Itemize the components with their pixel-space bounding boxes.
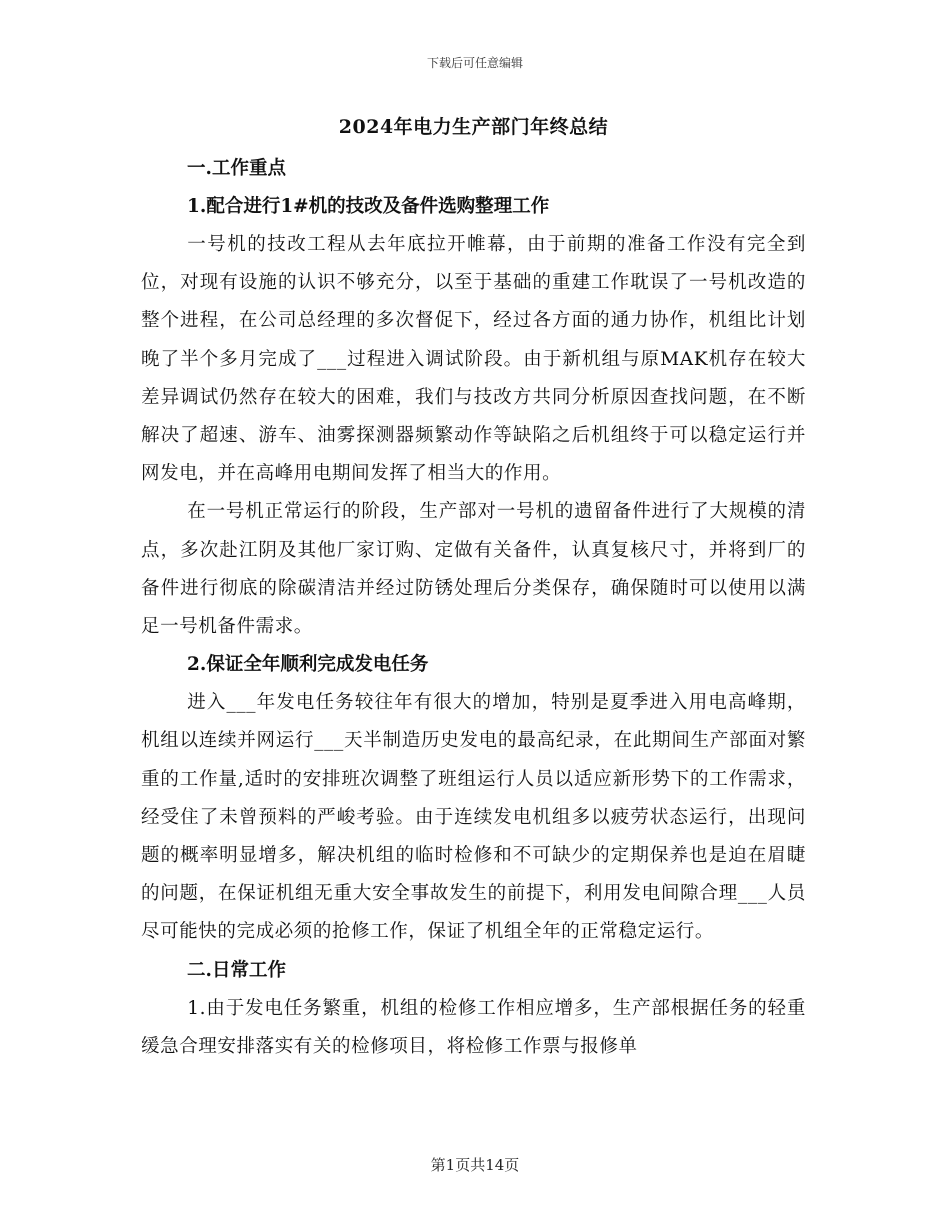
section-heading-daily-work: 二.日常工作	[187, 959, 286, 981]
subsection-heading-2: 2.保证全年顺利完成发电任务	[187, 654, 429, 676]
page-number-footer: 第1页共14页	[430, 1156, 520, 1174]
section-heading-work-focus: 一.工作重点	[187, 158, 286, 179]
paragraph-2: 在一号机正常运行的阶段，生产部对一号机的遗留备件进行了大规模的清点，多次赴江阴及其他厂家订购、定做有关备件，认真复核尺寸，并将到厂的备件进行彻底的除碳清洁并经过防锈处理后分类保存，确保随时可以使用以满足一号机备件需求。	[141, 501, 806, 638]
subsection-heading-1: 1.配合进行1#机的技改及备件选购整理工作	[187, 196, 550, 217]
header-note: 下载后可任意编辑	[426, 56, 523, 70]
paragraph-3: 进入___年发电任务较往年有很大的增加，特别是夏季进入用电高峰期，机组以连续并网运行___天半制造历史发电的最高纪录，在此期间生产部面对繁重的工作量,适时的安排班次调整了班组运行人员以适应新形势下的工作需求，经受住了未曾预料的严峻考验。由于连续发电机组多以疲劳状态运行，出现问题的概率明显增多，解决机组的临时检修和不可缺少的定期保养也是迫在眉睫的问题，在保证机组无重大安全事故发生的前提下，利用发电间隙合理___人员尽可能快的完成必须的抢修工作，保证了机组全年的正常稳定运行。	[141, 692, 806, 943]
document-title: 2024年电力生产部门年终总结	[338, 116, 609, 138]
paragraph-1: 一号机的技改工程从去年底拉开帷幕，由于前期的准备工作没有完全到位，对现有设施的认识不够充分，以至于基础的重建工作耽误了一号机改造的整个进程，在公司总经理的多次督促下，经过各方面的通力协作，机组比计划晚了半个多月完成了___过程进入调试阶段。由于新机组与原MAK机存在较大差异调试仍然存在较大的困难，我们与技改方共同分析原因查找问题，在不断解决了超速、游车、油雾探测器频繁动作等缺陷之后机组终于可以稳定运行并网发电，并在高峰用电期间发挥了相当大的作用。	[141, 234, 806, 485]
paragraph-4: 1.由于发电任务繁重，机组的检修工作相应增多，生产部根据任务的轻重缓急合理安排落实有关的检修项目，将检修工作票与报修单	[141, 997, 806, 1057]
document-body	[141, 108, 806, 1066]
